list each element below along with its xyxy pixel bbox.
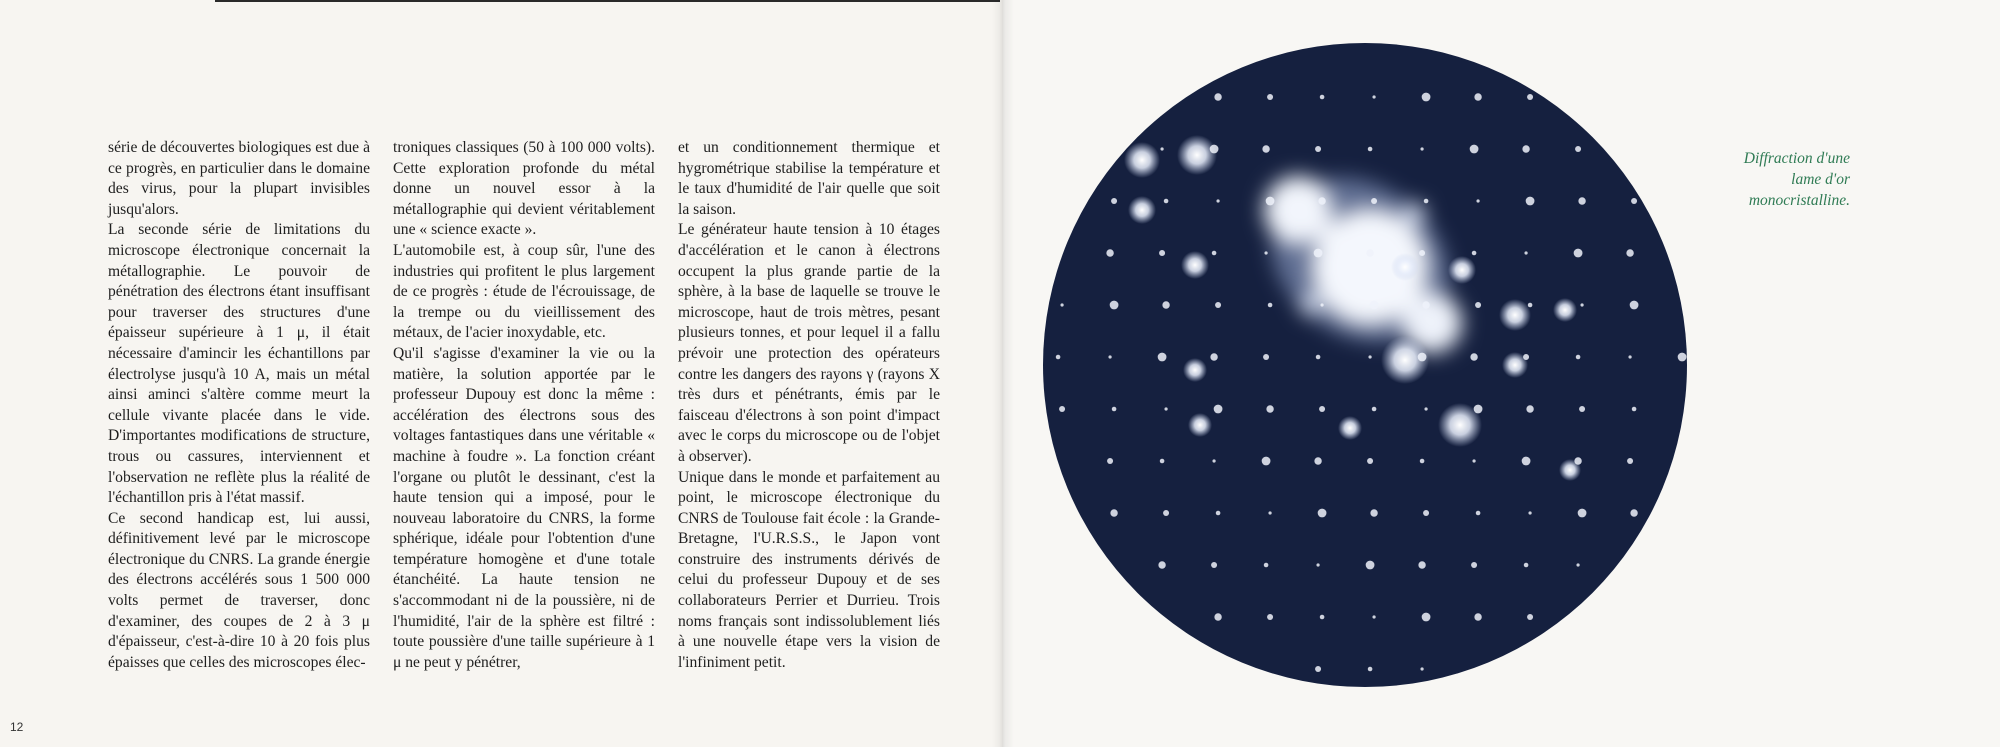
- diffraction-spot: [1314, 457, 1321, 464]
- diffraction-spot: [1422, 301, 1429, 308]
- diffraction-spot: [1124, 142, 1160, 178]
- diffraction-spot: [1181, 251, 1209, 279]
- diffraction-spot: [1474, 613, 1481, 620]
- diffraction-spot: [1216, 511, 1221, 516]
- diffraction-spot: [1268, 303, 1273, 308]
- paragraph: et un conditionnement thermique et hygrométrique stabilise la température et le taux d'humidité de l'air quelle que soit la saison.: [678, 139, 940, 218]
- diffraction-spot: [1627, 458, 1633, 464]
- diffraction-spot: [1371, 198, 1377, 204]
- diffraction-spot: [1263, 354, 1269, 360]
- diffraction-spot: [1370, 509, 1377, 516]
- diffraction-spot: [1422, 613, 1431, 622]
- diffraction-spot: [1163, 510, 1169, 516]
- diffraction-spot: [1210, 145, 1219, 154]
- diffraction-spot: [1448, 256, 1476, 284]
- paragraph: L'automobile est, à coup sûr, l'une des industries qui profitent le plus largement de ce progrès : étude de l'écrouissage, de la trempe ou du vieillissement des métaux, de l'acier inoxydable, etc.: [393, 241, 655, 342]
- diffraction-spot: [1112, 407, 1117, 412]
- diffraction-spot: [1631, 198, 1637, 204]
- diffraction-spot: [1626, 249, 1633, 256]
- diffraction-spot: [1423, 510, 1429, 516]
- diffraction-spot: [1268, 511, 1271, 514]
- diffraction-spot: [1476, 511, 1481, 516]
- diffraction-spot: [1471, 562, 1477, 568]
- diffraction-spot: [1267, 94, 1273, 100]
- page-number: 12: [10, 720, 24, 734]
- diffraction-spot: [1110, 301, 1119, 310]
- paragraph: Le générateur haute tension à 10 étages d'accélération et le canon à électrons occupent la plus grande partie de la sphère, à la base de laquelle se trouve le microscope, haut de trois mètres, pesant plusieurs tonnes, et pour lequel il a fallu prévoir une protection des opérateurs contre les dangers des rayons γ (rayons X très durs et pénétrants, émis par le faisceau d'électrons à son point d'impact avec le corps du microscope ou de l'objet à observer).: [678, 221, 940, 465]
- diffraction-spot: [1580, 303, 1583, 306]
- diffraction-spot: [1264, 251, 1267, 254]
- diffraction-spot: [1316, 355, 1321, 360]
- diffraction-spot: [1424, 199, 1429, 204]
- diffraction-spot: [1574, 249, 1583, 258]
- diffraction-spot: [1188, 413, 1212, 437]
- caption-line: monocristalline.: [1748, 192, 1850, 209]
- diffraction-spot: [1111, 198, 1117, 204]
- diffraction-spot: [1183, 358, 1207, 382]
- diffraction-spot: [1106, 249, 1113, 256]
- diffraction-spot: [1366, 561, 1375, 570]
- diffraction-spot: [1524, 563, 1529, 568]
- diffraction-spot: [1262, 145, 1269, 152]
- diffraction-spot: [1528, 511, 1531, 514]
- diffraction-spot: [1212, 251, 1217, 256]
- diffraction-spot: [1216, 199, 1219, 202]
- diffraction-spot: [1159, 250, 1165, 256]
- diffraction-spot: [1211, 562, 1217, 568]
- diffraction-spot: [1372, 407, 1377, 412]
- diffraction-spot: [1214, 613, 1221, 620]
- diffraction-spot: [1318, 197, 1325, 204]
- diffraction-spot: [1158, 561, 1165, 568]
- diffraction-spot: [1578, 509, 1587, 518]
- diffraction-spot: [1422, 93, 1431, 102]
- diffraction-spot: [1499, 299, 1531, 331]
- diffraction-spot: [1368, 667, 1373, 672]
- diffraction-spot: [1574, 457, 1581, 464]
- diffraction-spot: [1575, 146, 1581, 152]
- diffraction-spot: [1579, 406, 1585, 412]
- diffraction-spot: [1527, 94, 1533, 100]
- diffraction-spot: [1630, 301, 1639, 310]
- diffraction-spot: [1108, 355, 1111, 358]
- diffraction-spot: [1320, 303, 1323, 306]
- diffraction-spot: [1578, 197, 1585, 204]
- diffraction-spot: [1523, 354, 1529, 360]
- diffraction-spot: [1472, 459, 1475, 462]
- diffraction-spot: [1474, 405, 1483, 414]
- diffraction-spot: [1370, 301, 1379, 310]
- diffraction-spot: [1316, 563, 1319, 566]
- diffraction-spot: [1391, 253, 1419, 281]
- diffraction-spot: [1372, 615, 1375, 618]
- diffraction-spot: [1524, 251, 1527, 254]
- diffraction-spot: [1522, 145, 1529, 152]
- diffraction-spot: [1526, 405, 1533, 412]
- diffraction-spot: [1553, 298, 1577, 322]
- diffraction-spot: [1576, 355, 1581, 360]
- diffraction-spot: [1476, 199, 1479, 202]
- diffraction-spot: [1418, 353, 1427, 362]
- paragraph: Ce second handicap est, lui aussi, définitivement levé par le microscope électronique du CNRS. La grande énergie des électrons accélérés sous 1 500 000 volts permet de traverser, donc d'examiner, des coupes de 2 à 3 μ d'épaisseur, c'est-à-dire 10 à 20 fois plus épaisses que celles des microscopes élec-: [108, 509, 370, 671]
- diffraction-spot: [1320, 615, 1325, 620]
- diffraction-spot: [1419, 250, 1425, 256]
- book-gutter: [992, 0, 1014, 747]
- text-column-2: [393, 138, 655, 673]
- diffraction-spot: [1528, 303, 1533, 308]
- diffraction-spot: [1527, 614, 1533, 620]
- diffraction-spot: [1059, 406, 1065, 412]
- diffraction-spot: [1420, 667, 1423, 670]
- diffraction-spot: [1526, 197, 1535, 206]
- photo-caption: [1700, 148, 1850, 211]
- text-column-1: [108, 138, 370, 673]
- diffraction-spot: [1215, 302, 1221, 308]
- diffraction-spot: [1474, 93, 1481, 100]
- diffraction-spot: [1262, 457, 1271, 466]
- diffraction-spot: [1128, 196, 1156, 224]
- diffraction-spot: [1366, 249, 1373, 256]
- diffraction-spot: [1475, 302, 1481, 308]
- diffraction-spot: [1319, 406, 1325, 412]
- diffraction-spot: [1632, 407, 1637, 412]
- diffraction-spot: [1214, 93, 1221, 100]
- diffraction-spot: [1315, 666, 1321, 672]
- diffraction-spot: [1267, 614, 1273, 620]
- diffraction-spot: [1367, 458, 1373, 464]
- diffraction-spot: [1338, 416, 1362, 440]
- diffraction-spot: [1110, 509, 1117, 516]
- diffraction-spot: [1470, 145, 1479, 154]
- caption-line: lame d'or: [1791, 171, 1850, 188]
- diffraction-spot: [1314, 249, 1323, 258]
- paragraph: La seconde série de limitations du microscope électronique concernait la métallographie. Le pouvoir de pénétration des électrons étant insuffisant pour traverser des structures d'une épaisseur supérieure à 1 μ, il était nécessaire d'amincir les échantillons par électrolyse jusqu'à 10 A, mais un métal ainsi aminci s'altère comme meurt la cellule vivante placée dans le vide. D'importantes modifications de structure, trous ou cassures, interviennent et l'observation ne reflète plus la réalité de l'échantillon pris à l'état massif.: [108, 221, 370, 507]
- paragraph: série de découvertes biologiques est due à ce progrès, en particulier dans le domaine des virus, pour la plupart invisibles jusqu'alors.: [108, 139, 370, 218]
- diffraction-spot: [1320, 95, 1325, 100]
- page-top-edge: [215, 0, 1000, 2]
- diffraction-spot: [1678, 353, 1687, 362]
- diffraction-spot: [1056, 355, 1061, 360]
- diffraction-spot: [1424, 407, 1427, 410]
- diffraction-photo: [1040, 5, 1690, 725]
- diffraction-spot: [1266, 405, 1273, 412]
- diffraction-spot: [1420, 459, 1425, 464]
- diffraction-spot: [1630, 509, 1637, 516]
- text-column-3: [678, 138, 940, 673]
- diffraction-spot: [1210, 353, 1217, 360]
- diffraction-spot: [1107, 458, 1113, 464]
- diffraction-spot: [1060, 303, 1063, 306]
- diffraction-spot: [1472, 251, 1477, 256]
- diffraction-spot: [1318, 509, 1327, 518]
- diffraction-disc: [1043, 43, 1687, 687]
- diffraction-spot: [1164, 199, 1169, 204]
- diffraction-spot: [1212, 459, 1215, 462]
- diffraction-spot: [1264, 563, 1269, 568]
- paragraph: Qu'il s'agisse d'examiner la vie ou la matière, la solution apportée par le professeur Dupouy est donc la même : accélération des électrons sous des voltages fantastiques dans une véritable « machine à foudre ». La fonction créant l'organe ou plutôt le dessinant, c'est la haute tension qui a imposé, pour le nouveau laboratoire du CNRS, la forme sphérique, idéale pour l'obtention d'une température homogène et d'une totale étanchéité. La haute tension ne s'accommodant ni de la poussière, ni de l'humidité, l'air de la sphère est filtré : toute poussière d'une taille supérieure à 1 μ ne peut y pénétrer,: [393, 344, 655, 671]
- diffraction-spot: [1420, 147, 1423, 150]
- paragraph: troniques classiques (50 à 100 000 volts). Cette exploration profonde du métal donne un nouvel essor à la métallographie qui devient véritablement une « science exacte ».: [393, 139, 655, 239]
- diffraction-spot: [1164, 407, 1167, 410]
- paragraph: Unique dans le monde et parfaitement au point, le microscope électronique du CNRS de Toulouse fait école : la Grande-Bretagne, l'U.R.S.S., le Japon vont construire des instruments dérivés de celui du professeur Dupouy et de ses collaborateurs Perrier et Durrieu. Trois noms français sont indissolublement liés à une nouvelle étape vers la vision de l'infiniment petit.: [678, 468, 940, 671]
- diffraction-spot: [1160, 147, 1163, 150]
- diffraction-spot: [1372, 95, 1375, 98]
- diffraction-spot: [1628, 355, 1631, 358]
- diffraction-spot: [1177, 135, 1217, 175]
- diffraction-spot: [1522, 457, 1531, 466]
- diffraction-spot: [1470, 353, 1477, 360]
- diffraction-spot: [1158, 353, 1167, 362]
- diffraction-spot: [1266, 197, 1275, 206]
- diffraction-spot: [1368, 147, 1373, 152]
- diffraction-spot: [1160, 459, 1165, 464]
- caption-line: Diffraction d'une: [1743, 150, 1850, 167]
- diffraction-spot: [1576, 563, 1579, 566]
- diffraction-spot: [1214, 405, 1223, 414]
- diffraction-spot: [1162, 301, 1169, 308]
- diffraction-spot: [1368, 355, 1371, 358]
- diffraction-spot: [1418, 561, 1425, 568]
- diffraction-spot: [1315, 146, 1321, 152]
